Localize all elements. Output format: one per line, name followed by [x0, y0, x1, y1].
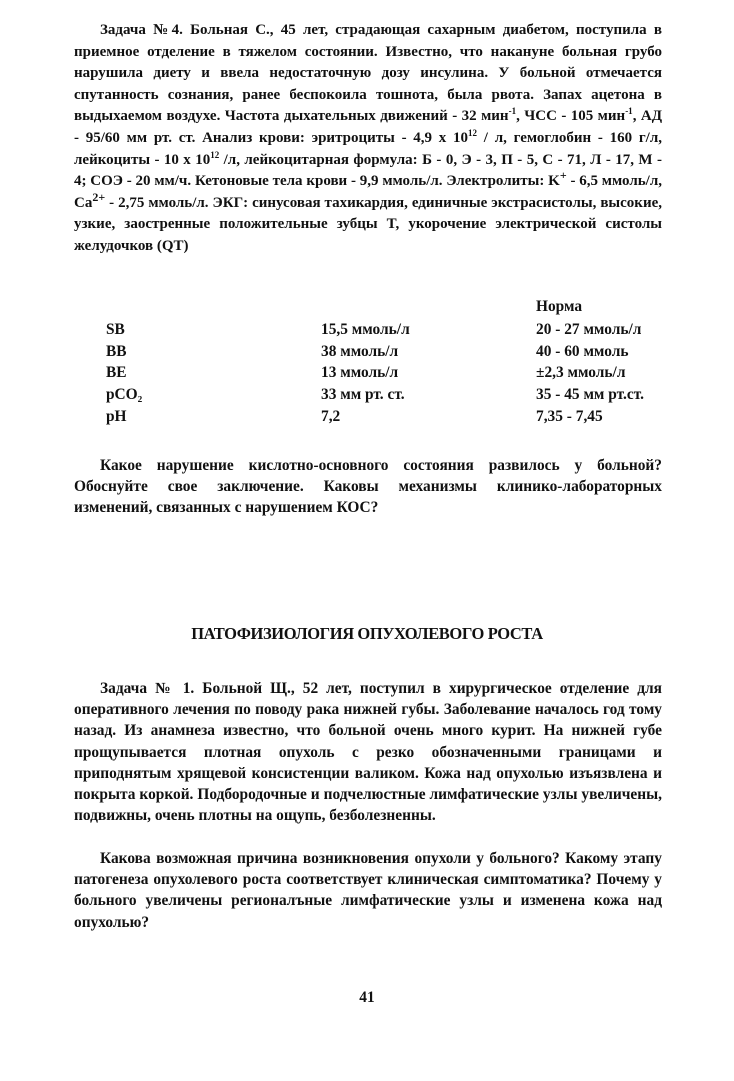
- section-title: ПАТОФИЗИОЛОГИЯ ОПУХОЛЕВОГО РОСТА: [191, 624, 543, 643]
- task4-label: Задача №4.: [100, 22, 183, 38]
- sup-min-1: -1: [508, 106, 517, 117]
- sup-2plus: 2+: [92, 189, 106, 204]
- lab-name: BE: [106, 364, 127, 382]
- lab-norm: 40 - 60 ммоль: [536, 342, 629, 360]
- table-row: [106, 363, 676, 385]
- lab-value: 33 мм рт. ст.: [321, 386, 405, 404]
- sup-12-b: 12: [210, 149, 220, 160]
- task1-paragraph: [74, 678, 662, 826]
- task4-text-7: - 2,75 ммоль/л. ЭКГ: синусовая тахикардия, единичные экстрасистолы, высокие, узкие, заостренные положительные зубцы T, укорочение электрической систолы желудочков (QT): [74, 194, 662, 254]
- task4-text-2: , ЧСС - 105 мин: [516, 108, 626, 125]
- lab-name: BB: [106, 342, 127, 360]
- lab-norm: 20 - 27 ммоль/л: [536, 320, 642, 338]
- lab-value: 7,2: [321, 408, 341, 426]
- lab-table: [106, 319, 676, 428]
- lab-value: 13 ммоль/л: [321, 364, 399, 382]
- lab-name: pCO₂: [106, 386, 143, 404]
- task4-text: Больная С., 45 лет, страдающая сахарным диабетом, поступила в приемное отделение в тяжелом состоянии. Известно, что накануне больная грубо нарушила диету и ввела недостаточную дозу инсулина. У больной отмечается спутанность сознания, ранее беспокоила тошнота, была рвота. Запах ацетона в выдыхаемом воздухе. Частота дыхательных движений - 32 мин: [74, 22, 662, 125]
- table-row: [106, 341, 676, 363]
- lab-value: 38 ммоль/л: [321, 342, 399, 360]
- lab-norm: ±2,3 ммоль/л: [536, 364, 626, 382]
- task4-text-4: / л, гемоглобин - 160 г/л, лейкоциты - 10 x 10: [74, 129, 663, 168]
- task4-paragraph: [74, 20, 662, 258]
- table-row: [106, 406, 676, 428]
- table-row: [106, 319, 676, 341]
- task1-text: Больной Щ., 52 лет, поступил в хирургическое отделение для оперативного лечения по поводу рака нижней губы. Заболевание началось год тому назад. Из анамнеза известно, что больной очень много курит. На нижней губе прощупывается плотная опухоль с резко обозначенными границами и приподнятым хрящевой консистенции валиком. Кожа над опухолью изъязвлена и покрыта коркой. Подбородочные и подчелюстные лимфатические узлы увеличены, подвижны, очень плотны на ощупь, безболезненны.: [74, 680, 663, 825]
- page-number: 41: [359, 989, 375, 1006]
- task4-text-6: - 6,5 ммоль/л, Ca: [74, 173, 662, 211]
- sup-12-a: 12: [468, 127, 478, 138]
- lab-value: 15,5 ммоль/л: [321, 320, 410, 338]
- norm-header: Норма: [536, 298, 583, 315]
- sup-min-2: -1: [625, 106, 633, 117]
- question1-paragraph: Какова возможная причина возникновения опухоли у больного? Какому этапу патогенеза опухолевого роста соответствует клиническая симптоматика? Почему у больного увеличены регионалъные лимфатические узлы и изменена кожа над опухолью?: [74, 850, 662, 931]
- lab-name: SB: [106, 320, 125, 338]
- table-row: [106, 384, 676, 406]
- task4-text-5: /л, лейкоцитарная формула: Б - 0, Э - 3, П - 5, С - 71, Л - 17, М - 4; СОЭ - 20 мм/ч. Кетоновые тела крови - 9,9 ммоль/л. Электролиты: K: [74, 151, 662, 190]
- lab-norm: 35 - 45 мм рт.ст.: [536, 386, 644, 404]
- sup-plus: +: [559, 168, 567, 183]
- task4-text-3: , АД - 95/60 мм рт. ст. Анализ крови: эритроциты - 4,9 x 10: [74, 108, 663, 146]
- task1-label: Задача № 1.: [100, 680, 195, 697]
- question4-paragraph: Какое нарушение кислотно-основного состояния развилось у больной? Обоснуйте свое заключение. Каковы механизмы клинико-лабораторных изменений, связанных с нарушением КОС?: [74, 457, 662, 517]
- lab-name: pH: [106, 408, 127, 426]
- lab-norm: 7,35 - 7,45: [536, 408, 603, 426]
